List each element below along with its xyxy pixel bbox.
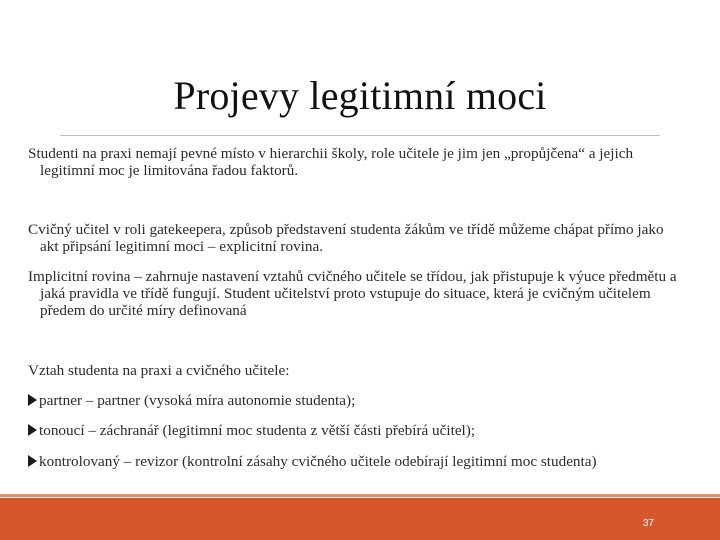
paragraph-1 — [28, 145, 683, 179]
title-divider — [60, 135, 660, 136]
footer-bar — [0, 498, 720, 540]
bullet-item-2 — [28, 422, 683, 439]
arrow-bullet-icon — [28, 455, 37, 467]
bullet-item-3 — [28, 453, 683, 470]
footer-accent-line — [0, 494, 720, 497]
paragraph-text: Studenti na praxi nemají pevné místo v hierarchii školy, role učitele je jim jen „propůjčena“ a jejich legitimní moc je limitována řadou faktorů. — [28, 145, 634, 179]
arrow-bullet-icon — [28, 394, 37, 406]
bullet-text: kontrolovaný – revizor (kontrolní zásahy cvičného učitele odebírají legitimní moc studenta) — [39, 453, 597, 470]
arrow-bullet-icon — [28, 424, 37, 436]
paragraph-text: Vztah studenta na praxi a cvičného učitele: — [28, 362, 290, 379]
bullet-text: tonoucí – záchranář (legitimní moc studenta z větší části přebírá učitel); — [39, 422, 476, 439]
paragraph-4 — [28, 362, 683, 379]
paragraph-text: Cvičný učitel v roli gatekeepera, způsob představení studenta žákům ve třídě můžeme chápat přímo jako akt připsání legitimní moci – explicitní rovina. — [28, 221, 664, 255]
paragraph-text: Implicitní rovina – zahrnuje nastavení vztahů cvičného učitele se třídou, jak přistupuje k výuce předmětu a jaká pravidla ve třídě fungují. Student učitelství proto vstupuje do situace, která je cvičným učitelem předem do určité míry definovaná — [28, 268, 677, 319]
paragraph-2 — [28, 221, 683, 255]
page-number: 37 — [642, 518, 654, 529]
slide-title: Projevy legitimní moci — [173, 73, 547, 118]
bullet-text: partner – partner (vysoká míra autonomie studenta); — [39, 392, 356, 409]
paragraph-3 — [28, 268, 683, 319]
bullet-item-1 — [28, 392, 683, 409]
